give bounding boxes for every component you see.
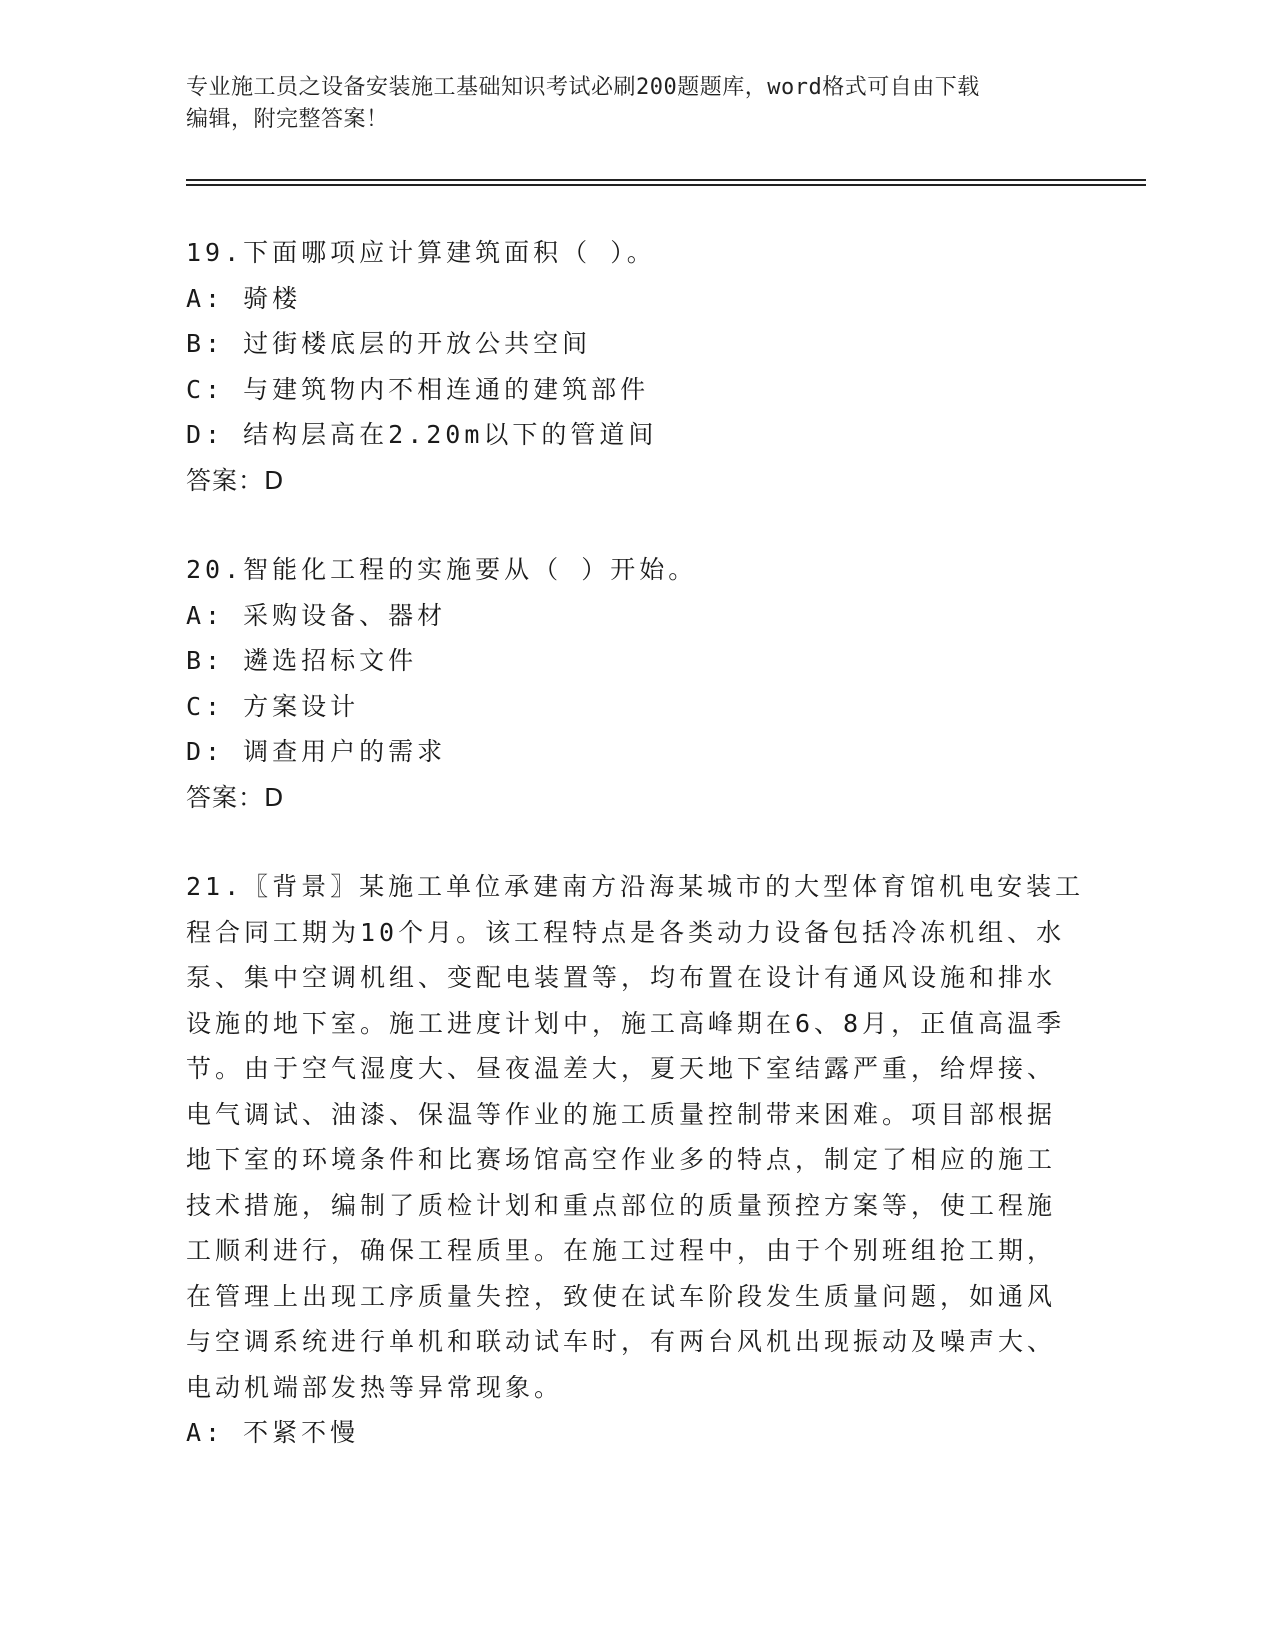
question-stem-line: 地下室的环境条件和比赛场馆高空作业多的特点，制定了相应的施工 xyxy=(186,1145,1057,1174)
option-c: C: 方案设计 xyxy=(186,691,360,721)
header-divider-top xyxy=(186,179,1146,181)
header-title-line-1: 专业施工员之设备安装施工基础知识考试必刷200题题库，word格式可自由下载 xyxy=(186,75,980,100)
question-stem-line: 与空调系统进行单机和联动试车时，有两台风机出现振动及噪声大、 xyxy=(186,1327,1057,1356)
question-list xyxy=(186,230,1086,1500)
question-stem-line: 21.〖背景〗某施工单位承建南方沿海某城市的大型体育馆机电安装工 xyxy=(186,872,1085,901)
option-d: D: 结构层高在2.20m以下的管道间 xyxy=(186,420,658,449)
option-a: A: 骑楼 xyxy=(186,283,302,313)
answer-line: 答案：D xyxy=(186,782,285,812)
question-stem-line: 工顺利进行，确保工程质里。在施工过程中，由于个别班组抢工期， xyxy=(186,1236,1057,1265)
answer-line: 答案：D xyxy=(186,465,285,495)
option-d: D: 调查用户的需求 xyxy=(186,737,447,766)
question-stem-line: 电动机端部发热等异常现象。 xyxy=(186,1372,564,1402)
question-20 xyxy=(186,547,1086,820)
question-stem-line: 设施的地下室。施工进度计划中，施工高峰期在6、8月，正值高温季 xyxy=(186,1008,1066,1038)
option-b: B: 遴选招标文件 xyxy=(186,646,418,675)
document-header xyxy=(186,72,1066,136)
option-b: B: 过街楼底层的开放公共空间 xyxy=(186,329,592,358)
question-stem-line: 节。由于空气湿度大、昼夜温差大，夏天地下室结露严重，给焊接、 xyxy=(186,1054,1057,1083)
question-stem: 19.下面哪项应计算建筑面积（ ）。 xyxy=(186,238,656,267)
question-stem-line: 泵、集中空调机组、变配电装置等，均布置在设计有通风设施和排水 xyxy=(186,963,1057,992)
question-stem: 20.智能化工程的实施要从（ ）开始。 xyxy=(186,555,698,584)
option-c: C: 与建筑物内不相连通的建筑部件 xyxy=(186,374,650,404)
question-19 xyxy=(186,230,1086,503)
question-stem-line: 技术措施，编制了质检计划和重点部位的质量预控方案等，使工程施 xyxy=(186,1190,1057,1220)
question-stem-line: 电气调试、油漆、保温等作业的施工质量控制带来困难。项目部根据 xyxy=(186,1099,1057,1129)
header-divider-bottom xyxy=(186,184,1146,186)
option-a: A: 采购设备、器材 xyxy=(186,600,447,630)
question-21 xyxy=(186,864,1086,1456)
option-a: A: 不紧不慢 xyxy=(186,1418,360,1447)
question-stem-line: 程合同工期为10个月。该工程特点是各类动力设备包括冷冻机组、水 xyxy=(186,917,1066,947)
header-title-line-2: 编辑，附完整答案！ xyxy=(186,107,389,132)
question-stem-line: 在管理上出现工序质量失控，致使在试车阶段发生质量问题，如通风 xyxy=(186,1281,1057,1311)
